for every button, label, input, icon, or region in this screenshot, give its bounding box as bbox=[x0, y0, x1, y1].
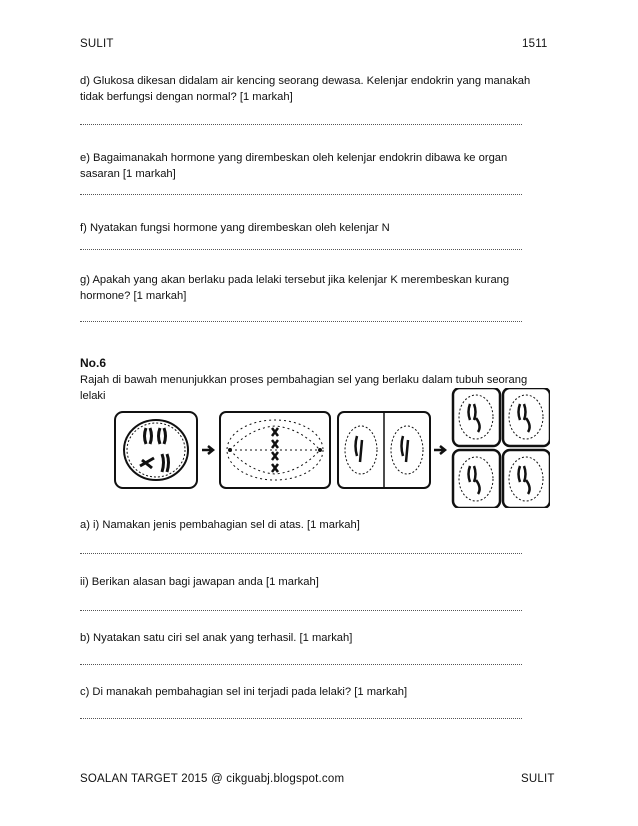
answer-line-g[interactable] bbox=[80, 321, 522, 322]
cell-stage-3 bbox=[338, 412, 430, 488]
arrow-icon bbox=[202, 446, 213, 454]
answer-line-a-ii[interactable] bbox=[80, 610, 522, 611]
header-left: SULIT bbox=[80, 38, 114, 50]
footer-left: SOALAN TARGET 2015 @ cikguabj.blogspot.com bbox=[80, 773, 345, 785]
cell-stage-1 bbox=[115, 412, 197, 488]
section-intro: Rajah di bawah menunjukkan proses pembahagian sel yang berlaku dalam tubuh seorang lelaki bbox=[80, 374, 528, 402]
answer-line-c[interactable] bbox=[80, 718, 522, 719]
question-g: g) Apakah yang akan berlaku pada lelaki tersebut jika kelenjar K merembeskan kurang hormone? [1 markah] bbox=[80, 274, 510, 302]
cell-stage-2 bbox=[220, 412, 330, 488]
section-title: No.6 bbox=[80, 356, 107, 370]
arrow-icon bbox=[434, 446, 445, 454]
question-e: e) Bagaimanakah hormone yang dirembeskan oleh kelenjar endokrin dibawa ke organ sasaran [1 markah] bbox=[80, 152, 508, 180]
cell-stage-4 bbox=[453, 388, 550, 508]
footer-right: SULIT bbox=[521, 773, 555, 785]
answer-line-b[interactable] bbox=[80, 664, 522, 665]
header-right: 1511 bbox=[522, 38, 548, 50]
question-b: b) Nyatakan satu ciri sel anak yang terhasil. [1 markah] bbox=[80, 632, 353, 644]
answer-line-a-i[interactable] bbox=[80, 553, 522, 554]
question-f: f) Nyatakan fungsi hormone yang dirembeskan oleh kelenjar N bbox=[80, 222, 390, 234]
cell-division-diagram bbox=[110, 388, 550, 508]
question-c: c) Di manakah pembahagian sel ini terjadi pada lelaki? [1 markah] bbox=[80, 686, 408, 698]
answer-line-f[interactable] bbox=[80, 249, 522, 250]
question-a-ii: ii) Berikan alasan bagi jawapan anda [1 markah] bbox=[80, 576, 319, 588]
answer-line-e[interactable] bbox=[80, 194, 522, 195]
question-a-i: a) i) Namakan jenis pembahagian sel di atas. [1 markah] bbox=[80, 519, 360, 531]
question-d: d) Glukosa dikesan didalam air kencing seorang dewasa. Kelenjar endokrin yang manakah tidak berfungsi dengan normal? [1 markah] bbox=[80, 75, 531, 103]
answer-line-d[interactable] bbox=[80, 124, 522, 125]
